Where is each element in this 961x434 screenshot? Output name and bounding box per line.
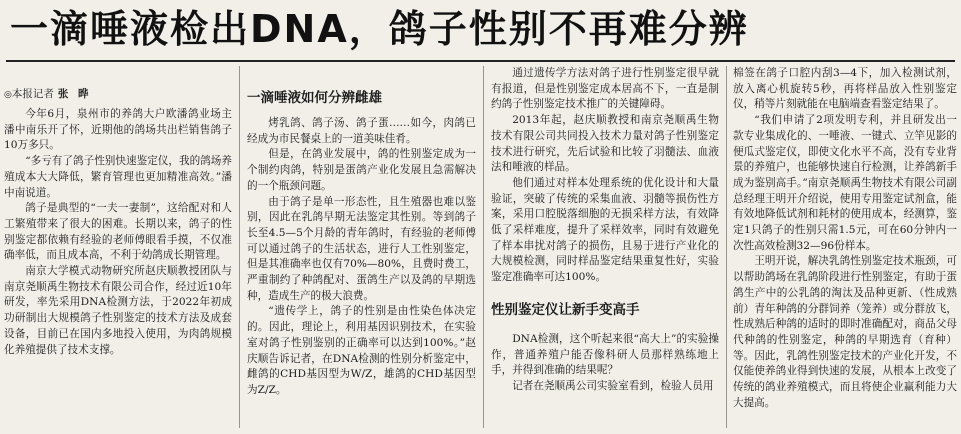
paragraph: 烤乳鸽、鸽子汤、鸽子蛋……如今，肉鸽已经成为市民餐桌上的一道美味佳肴。 [247,117,476,145]
paragraph: “遗传学上，鸽子的性别是由性染色体决定的。因此，理论上，利用基因识别技术，在实验室对鸽子性别鉴别的正确率可以达到100%。”赵庆顺告诉记者，在DNA检测的性别分析鉴定中，雌鸽的CHD基因型为W/Z，雄鸽的CHD基因型为Z/Z。 [247,305,476,396]
paragraph: 但是，在鸽业发展中，鸽的性别鉴定成为一个制约肉鸽，特别是蛋鸽产业化发展且急需解决的一个瓶颈问题。 [247,148,476,192]
paragraph: 由于鸽子是单一形态性，且生殖器也难以鉴别，因此在乳鸽早期无法鉴定其性别。等到鸽子长至4.5—5个月龄的青年鸽时，有经验的老师傅可以通过鸽子的生活状态，进行人工性别鉴定，但是其准确率也仅有70%—80%，且费时费工，严重制约了种鸽配对、蛋鸽生产以及鸽的早期选种，造成生产的极大浪费。 [247,195,476,302]
column-divider [726,66,727,428]
article-column-4 [733,66,957,432]
headline: 一滴唾液检出DNA，鸽子性别不再难分辨 [10,7,749,51]
paragraph: 王明开说，解决乳鸽性别鉴定技术瓶颈，可以帮助鸽场在乳鸽阶段进行性别鉴定，有助于蛋鸽生产中的公乳鸽的淘汰及品种更新、（性成熟前）青年种鸽的分群饲养（笼养）或分群放飞，性成熟后种鸽的适时的即时准确配对，商品父母代种鸽的性别鉴定，种鸽的早期选育（育种）等。因此，乳鸽性别鉴定技术的产业化开发，不仅能使养鸽业得到快速的发展，从根本上改变了传统的鸽业养殖模式，而且将使企业赢利能力大大提高。 [733,255,957,409]
paragraph: 南京大学模式动物研究所赵庆顺教授团队与南京尧顺禹生物技术有限公司合作，经过近10年研发，率先采用DNA检测方法，于2022年初成功研制出大规模鸽子性别鉴定的技术方法及成套设备，目前已在国内多地投入使用，为肉鸽规模化养殖提供了技术支撑。 [4,265,232,356]
section-subhead: 性别鉴定仪让新手变高手 [491,301,640,318]
byline [4,66,232,107]
article-column-1 [4,66,232,432]
paragraph: “我们申请了2项发明专利，并且研发出一款专业集成化的、一唾液、一键式、立竿见影的便瓜式鉴定仪，即使文化水平不高，没有专业背景的养殖户，也能够快速自行检测，让养鸽新手成为鉴别高手。”南京尧顺禹生物技术有限公司副总经理王明开介绍说，使用专用鉴定试剂盒，能有效地降低试剂和耗材的使用成本，经测算，鉴定1只鸽子的性别只需1.5元，可在60分钟内一次性高效检测32—96份样本。 [733,114,957,252]
byline-prefix: 本报记者 [11,88,54,100]
byline-author: 张 晔 [57,88,92,100]
column-divider [239,66,240,428]
paragraph: 棉签在鸽子口腔内刮3—4下，加入检测试剂，放入离心机旋转5秒，再将样品放入性别鉴定仪，稍等片刻就能在电脑端查看鉴定结果了。 [733,67,957,111]
byline-mark: ◎ [4,90,12,100]
paragraph: 记者在尧顺禹公司实验室看到，检验人员用 [512,379,714,392]
column-divider [483,66,484,428]
paragraph: 他们通过对样本处理系统的优化设计和大量验证，突破了传统的采集血液、羽髓等损伤性方案，采用口腔脱落细胞的无损采样方法，有效降低了采样难度，提升了采样效率，同时有效避免了样本串扰对鸽子的损伤，且易于进行产业化的大规模检测，同时样品鉴定结果重复性好，实验鉴定准确率可达100%。 [491,176,719,284]
paragraph: 今年6月，泉州市的养鸽大户欧潘鸽业场主潘中南乐开了怀，近期他的鸽场共出栏销售鸽子10万多只。 [4,108,232,152]
paragraph: 通过遗传学方法对鸽子进行性别鉴定很早就有报道，但是性别鉴定成本居高不下，一直是制约鸽子性别鉴定技术推广的关键障碍。 [491,67,719,111]
article-column-2 [247,66,476,432]
section-subhead: 一滴唾液如何分辨雌雄 [247,90,382,106]
headline-rule [6,60,955,62]
paragraph: DNA检测，这个听起来很“高大上”的实验操作，普通养殖户能否像科研人员那样熟练地上手，并得到准确的结果呢？ [491,332,719,377]
paragraph: 2013年起，赵庆顺教授和南京尧顺禹生物技术有限公司共同投入技术力量对鸽子性别鉴定技术进行研究，先后试验和比较了羽髓法、血液法和唾液的样品。 [491,114,719,174]
article-column-3 [491,66,719,432]
paragraph: “多亏有了鸽子性别快速鉴定仪，我的鸽场养殖成本大大降低，繁育管理也更加精准高效。”潘中南说道。 [4,155,232,199]
paragraph: 鸽子是典型的“一夫一妻制”，这给配对和人工繁殖带来了很大的困难。长期以来，鸽子的性别鉴定都依赖有经验的老师傅眼看手摸，不仅准确率低，而且成本高，不利于幼鸽成长期管理。 [4,202,232,262]
